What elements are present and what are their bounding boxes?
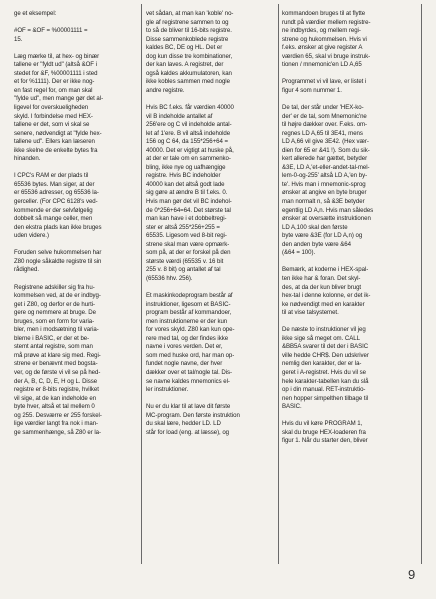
text-line: &3E, LD A,'et-eller-andet-tal-mel- — [282, 163, 370, 171]
text-line: til højre dækker over. F.eks. om- — [282, 121, 368, 129]
text-line: kommandoen bruges til at flytte — [282, 10, 366, 17]
column-divider — [278, 4, 279, 564]
text-line: 255 v. 8 bit) og antallet af tal — [146, 266, 221, 274]
text-line: tallene er "fyldt ud" (altså &OF i — [14, 61, 97, 69]
text-line: er 65536 adresser, og 65536 la- — [14, 189, 99, 197]
text-line: ster er altså 255*256+255 = — [146, 223, 220, 231]
text-line: uden videre.) — [14, 232, 49, 240]
text-line: den ekstra plads kan ikke bruges — [14, 223, 102, 231]
text-line: (65536 hhv. 256). — [146, 274, 193, 282]
text-line: 156 og C 64, da 155*256+64 = — [146, 138, 228, 146]
text-line: Programmet vi vil lave, er listet i — [282, 78, 367, 86]
text-line: som med huske ord, har man op- — [146, 351, 235, 359]
text-line: MC-program. Den første instruktion — [146, 411, 240, 419]
text-line: til at vise talsystemet. — [282, 309, 339, 317]
text-line: der' er de tal, som Mnemonic'ne — [282, 112, 367, 120]
paragraph — [14, 10, 138, 19]
text-line: værdien 65, skal vi bruge instruk- — [282, 52, 371, 60]
text-line: registre. Hvis BC indeholder — [146, 172, 221, 180]
paragraph — [282, 266, 412, 317]
text-line: kommende er der selvfølgelig — [14, 206, 93, 214]
text-line: gle af registrene sammen to og — [146, 18, 229, 26]
text-line: ke nødvendigt med en karakter — [282, 300, 365, 308]
text-line: den anden byte være &64 — [282, 240, 351, 248]
text-line: men instruktionerne er der kun — [146, 317, 228, 325]
text-line: nen hopper simpelthen tilbage til — [282, 394, 369, 402]
text-line: ville hedde CHR$. Den udskriver — [282, 351, 369, 359]
text-line: tionen / mnemonic'en LD A,65 — [282, 61, 362, 69]
text-column-2 — [146, 10, 274, 437]
text-column-1 — [14, 10, 138, 437]
text-line: lige værdier langt fra nok i man- — [14, 420, 99, 428]
text-line: et for %1111). Der er ikke nog- — [14, 78, 95, 86]
text-line: ge sammenhænge, så Z80 er la- — [14, 428, 101, 436]
text-line: ler instruktioner. — [146, 386, 189, 394]
paragraph — [282, 10, 412, 70]
text-line: der kan laves. A registret, der — [146, 61, 224, 69]
paragraph — [146, 292, 274, 395]
text-line: "fylde ud", men mange gør det al- — [14, 95, 104, 103]
text-line: strene er benævnt med bogsta- — [14, 360, 98, 368]
text-line: man normalt n, så &3E betyder — [282, 198, 365, 206]
paragraph — [282, 104, 412, 258]
paragraph — [282, 420, 412, 446]
text-line: gere og nemmere at bruge. De — [14, 309, 96, 317]
page-edge-rule — [421, 4, 422, 564]
text-line: Hvis BC f.eks. får værdien 40000 — [146, 104, 234, 112]
text-line: Registrene adskiller sig fra hu- — [14, 283, 95, 291]
text-line: skyld. I forbindelse med HEX- — [14, 112, 93, 120]
text-line: tallene er det, som vi skal se — [14, 121, 90, 129]
text-line: 15. — [14, 35, 23, 43]
text-line: to så de bliver til 16-bits registre. — [146, 27, 232, 35]
text-line: Hvis du vil køre PROGRAM 1, — [282, 420, 363, 428]
text-line: hex-tal i denne kolonne, er det ik- — [282, 292, 371, 300]
text-line: 65535. Ligesom ved 8-bit regi- — [146, 232, 227, 240]
text-line: vil B indeholde antallet af — [146, 112, 213, 120]
text-line: største værdi (65535 v. 16 bit — [146, 257, 224, 265]
text-line: LD A,100 skal den første — [282, 223, 348, 231]
text-line: ge et eksempel: — [14, 10, 57, 17]
text-line: Disse sammenkoblede registre — [146, 35, 229, 43]
text-line: (&64 = 100). — [282, 249, 316, 257]
text-line: kert allerede har gættet, betyder — [282, 155, 368, 163]
text-line: De tal, der står under 'HEX-ko- — [282, 104, 364, 112]
text-line: 65536 bytes. Man siger, at der — [14, 180, 95, 188]
text-line: dobbelt så mange celler, men — [14, 215, 93, 223]
text-line: &BB5A svarer til det der i BASIC — [282, 343, 369, 351]
text-line: get i Z80, og derfor er de hurti- — [14, 300, 95, 308]
text-line: dien for 65 er &41 !). Som du sik- — [282, 146, 370, 154]
text-line: te'. Hvis man i mnemonic-sprog — [282, 180, 366, 188]
text-line: De næste to instruktioner vil jeg — [282, 326, 366, 334]
text-line: står for load (eng. at læsse), og — [146, 428, 230, 436]
text-line: program består af kommandoer, — [146, 309, 232, 317]
text-line: byte være &3E (for LD A,n) og — [282, 232, 363, 240]
text-line: at der er tale om en sammenko- — [146, 155, 231, 163]
text-line: Z80 nogle såkaldte registre til sin — [14, 257, 102, 265]
paragraph — [14, 249, 138, 275]
text-line: rundt på værdier mellem registre- — [282, 18, 371, 26]
text-line: rådighed. — [14, 266, 39, 274]
text-line: instruktioner, ligesom et BASIC- — [146, 300, 231, 308]
text-line: sig gøre at ændre B til f.eks. 0. — [146, 189, 228, 197]
text-line: Nu er du klar til at lave dit første — [146, 403, 231, 411]
text-line: 256'ere og C vil indeholde antal- — [146, 121, 232, 129]
text-line: ikke skelne de enkelte bytes fra — [14, 146, 98, 154]
text-line: du skal lære, hedder LD. LD — [146, 420, 221, 428]
text-line: rere med tal, og der findes ikke — [146, 334, 229, 342]
text-line: Hvis man gør det vil BC indehol- — [146, 198, 232, 206]
text-line: senere, nødvendigt at "fylde hex- — [14, 129, 102, 137]
text-line: Læg mærke til, at hex- og binær — [14, 52, 100, 60]
text-line: også kaldes akkumulatoren, kan — [146, 69, 232, 77]
text-line: må prøve at klare sig med. Regi- — [14, 351, 101, 359]
text-line: figur 1. Når du starter den, bliver — [282, 437, 368, 445]
text-line: dækker over et tal/nogle tal. Dis- — [146, 368, 233, 376]
text-column-3 — [282, 10, 412, 446]
text-line: skal du bruge HEX-loaderen fra — [282, 428, 366, 436]
text-line: ten ikke har & foran. Det skyl- — [282, 274, 361, 282]
paragraph — [146, 10, 274, 95]
text-line: des, at da der kun bliver brugt — [282, 283, 362, 291]
text-line: f.eks. ønsker at give register A — [282, 44, 363, 52]
text-line: ønsker at angive en byte bruger — [282, 189, 367, 197]
text-line: ikke kobles sammen med nogle — [146, 78, 230, 86]
paragraph — [14, 53, 138, 164]
text-line: I CPC's RAM er der plads til — [14, 172, 89, 180]
text-line: ligevel for overskueligheden — [14, 104, 89, 112]
text-line: dog kun disse tre kombinationer, — [146, 52, 233, 60]
text-line: stedet for &F, %00001111 i sted — [14, 69, 98, 77]
text-line: let af 1'ere. B vil altså indeholde — [146, 129, 231, 137]
text-line: de 0*256+64=64. Det største tal — [146, 206, 231, 214]
text-line: for vores skyld. Z80 kan kun ope- — [146, 326, 235, 334]
text-line: hinanden. — [14, 155, 41, 163]
paragraph — [146, 104, 274, 283]
text-line: kommelsen ved, at de er indbyg- — [14, 292, 101, 300]
text-line: geret i A-registret. Hvis du vil se — [282, 368, 366, 376]
text-line: egentlig LD A,n. Hvis man således — [282, 206, 374, 214]
text-line: kaldes BC, DE og HL. Det er — [146, 44, 223, 52]
column-divider — [141, 4, 142, 564]
text-line: op i din manual. RET-instruktio- — [282, 386, 366, 394]
text-line: figur 4 som nummer 1. — [282, 86, 342, 94]
text-line: andre registre. — [146, 86, 185, 94]
text-line: ikke sige så meget om. CALL — [282, 334, 360, 342]
paragraph — [282, 326, 412, 411]
text-line: se navne kaldes mnemonics el- — [146, 377, 230, 385]
text-line: regnes LD A,65 til 3E41, mens — [282, 129, 363, 137]
text-line: strene skal man være opmærk- — [146, 240, 230, 248]
page-number: 9 — [408, 567, 416, 582]
text-line: Foruden selve hukommelsen har — [14, 249, 102, 257]
paragraph — [282, 78, 412, 95]
text-line: hele karakter-tabellen kan du slå — [282, 377, 369, 385]
text-line: 40000. Det er vigtigt at huske på, — [146, 146, 234, 154]
text-line: som på, at der er forskel på den — [146, 249, 231, 257]
text-line: #OF = &OF = %00001111 = — [14, 27, 88, 35]
text-line: tallene ud". Ellers kan læseren — [14, 138, 95, 146]
text-line: navne i vores verden. Det er, — [146, 343, 223, 351]
paragraph — [146, 403, 274, 437]
text-line: der A, B, C, D, E, H og L. Disse — [14, 377, 98, 385]
text-line: byte hver, altså et tal mellem 0 — [14, 403, 95, 411]
text-line: en fast regel for, om man skal — [14, 86, 93, 94]
text-line: ne indbyrdes, og mellem regi- — [282, 27, 361, 35]
text-line: nemlig den karakter, der er la- — [282, 360, 362, 368]
text-line: lem-0-og-255' altså LD A,'en by- — [282, 172, 368, 180]
text-line: bruges, som en form for varia- — [14, 317, 95, 325]
text-line: Bemærk, at koderne i HEX-spal- — [282, 266, 369, 274]
text-line: stemt antal registre, som man — [14, 343, 93, 351]
text-line: blerne i BASIC, er der et be- — [14, 334, 90, 342]
text-line: fundet nogle navne, der hver — [146, 360, 223, 368]
text-line: ønsker at oversætte instruktionen — [282, 215, 371, 223]
paragraph — [14, 172, 138, 240]
text-line: bler, men i modsætning til varia- — [14, 326, 99, 334]
paragraph — [14, 284, 138, 438]
text-line: strene og hukommelsen. Hvis vi — [282, 35, 367, 43]
text-line: og 255. Desværre er 255 forskel- — [14, 411, 102, 419]
text-line: LD A,66 vil give 3E42. (Hex vær- — [282, 138, 369, 146]
text-line: 40000 kan det altså godt lade — [146, 180, 225, 188]
text-line: Et maskinkodeprogram består af — [146, 292, 233, 300]
text-line: vil sige, at de kan indeholde en — [14, 394, 97, 402]
text-line: registre er 8-bits registre, hvilket — [14, 386, 99, 394]
text-line: bling, ikke nye og uafhængige — [146, 163, 226, 171]
text-line: BASIC. — [282, 403, 302, 411]
paragraph — [14, 27, 138, 44]
text-line: man kan have i et dobbeltregi- — [146, 215, 227, 223]
text-line: gerceller. (For CPC 6128's ved- — [14, 198, 98, 206]
text-line: vet sådan, at man kan 'koble' no- — [146, 10, 234, 17]
text-line: ver, og de første vi vil se på hed- — [14, 368, 101, 376]
